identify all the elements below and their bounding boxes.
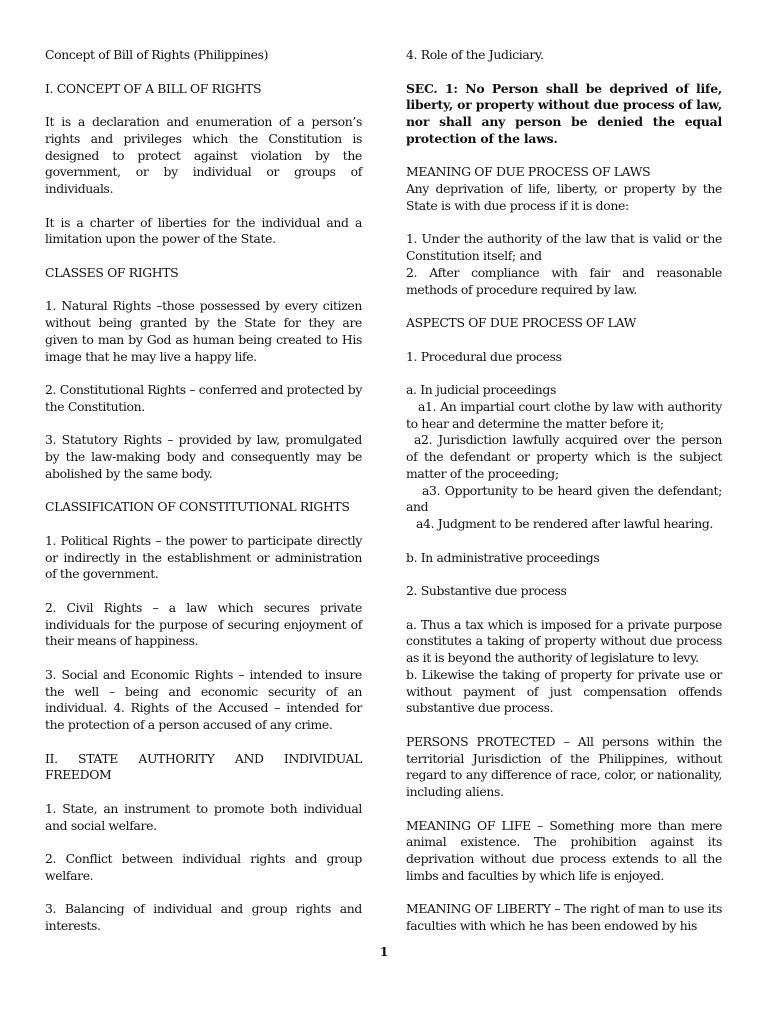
paragraph-persons-protected: PERSONS PROTECTED – All persons within the territorial Jurisdiction of the Philippines, without regard to any difference of race, color, or nationality, including aliens. [406, 733, 722, 799]
item-under-authority: 1. Under the authority of the law that is valid or the Constitution itself; and [406, 231, 722, 263]
section-heading-concept: I. CONCEPT OF A BILL OF RIGHTS [45, 80, 262, 96]
item-after-compliance: 2. After compliance with fair and reasonable methods of procedure required by law. [406, 264, 722, 297]
heading-substantive-due-process: 2. Substantive due process [406, 583, 567, 598]
heading-procedural-due-process: 1. Procedural due process [406, 348, 562, 364]
heading-classes-of-rights: CLASSES OF RIGHTS [45, 264, 179, 280]
item-a2: a2. Jurisdiction lawfully acquired over the person of the defendant or property which is the subject matter of the proceeding; [406, 432, 722, 481]
paragraph-charter: It is a charter of liberties for the individual and a limitation upon the power of the State. [45, 214, 362, 247]
paragraph-meaning-of-life: MEANING OF LIFE – Something more than mere animal existence. The prohibition against its deprivation without due process extends to all the limbs and faculties by which life is enjoyed. [406, 817, 722, 883]
heading-meaning-due-process: MEANING OF DUE PROCESS OF LAWS [406, 164, 651, 180]
item-constitutional-rights: 2. Constitutional Rights – conferred and protected by the Constitution. [45, 382, 362, 414]
item-political-rights: 1. Political Rights – the power to participate directly or indirectly in the establishment or administration of the government. [45, 532, 362, 582]
item-a4: a4. Judgment to be rendered after lawful hearing. [416, 516, 714, 531]
paragraph-deprivation: Any deprivation of life, liberty, or property by the State is with due process if it is done: [406, 181, 722, 213]
item-balancing: 3. Balancing of individual and group rights and interests. [45, 901, 362, 933]
heading-administrative-proceedings: b. In administrative proceedings [406, 549, 600, 565]
item-natural-rights: 1. Natural Rights –those possessed by every citizen without being granted by the State for they are given to man by God as human being created to His image that he may live a happy life. [45, 298, 362, 364]
item-statutory-rights: 3. Statutory Rights – provided by law, promulgated by the law-making body and consequently may be abolished by the same body. [45, 432, 362, 481]
document-title: Concept of Bill of Rights (Philippines) [45, 47, 269, 62]
heading-aspects-due-process: ASPECTS OF DUE PROCESS OF LAW [406, 315, 637, 330]
item-social-economic-rights: 3. Social and Economic Rights – intended to insure the well – being and economic security of an individual. 4. Rights of the Accused – intended for the protection of a person accused of any crime. [45, 666, 362, 732]
item-substantive-b: b. Likewise the taking of property for private use or without payment of just compensation offends substantive due process. [406, 666, 722, 716]
item-conflict: 2. Conflict between individual rights and group welfare. [45, 851, 362, 883]
paragraph-declaration: It is a declaration and enumeration of a person’s rights and privileges which the Constitution is designed to protect against violation by the government, or by individual or groups of individuals. [45, 114, 362, 196]
left-column [45, 47, 362, 952]
heading-judicial-proceedings: a. In judicial proceedings [406, 382, 556, 397]
item-civil-rights: 2. Civil Rights – a law which secures private individuals for the purpose of securing enjoyment of their means of happiness. [45, 599, 362, 649]
heading-classification: CLASSIFICATION OF CONSTITUTIONAL RIGHTS [45, 499, 350, 515]
item-a1: a1. An impartial court clothe by law with authority to hear and determine the matter before it; [406, 398, 722, 431]
section-1-provision: SEC. 1: No Person shall be deprived of life, liberty, or property without due process of law, nor shall any person be denied the equal protection of the laws. [406, 80, 722, 146]
section-heading-state-authority: II. STATE AUTHORITY AND INDIVIDUAL FREEDOM [45, 750, 362, 783]
item-substantive-a: a. Thus a tax which is imposed for a private purpose constitutes a taking of property without due process as it is beyond the authority of legislature to levy. [406, 616, 722, 665]
page-number: 1 [379, 944, 389, 959]
item-state-instrument: 1. State, an instrument to promote both individual and social welfare. [45, 800, 362, 833]
right-column [406, 47, 722, 952]
item-a3: a3. Opportunity to be heard given the defendant; and [406, 482, 722, 515]
paragraph-meaning-of-liberty: MEANING OF LIBERTY – The right of man to use its faculties with which he has been endowed by his [406, 901, 722, 933]
item-role-judiciary: 4. Role of the Judiciary. [406, 47, 544, 62]
